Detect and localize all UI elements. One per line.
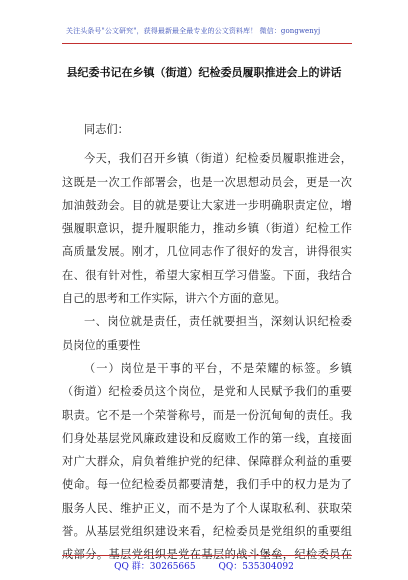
paragraph-line: 使命。每一位纪检委员都要清楚，我们手中的权力是为了 — [62, 478, 352, 492]
paragraph-line: 职责。它不是一个荣誉称号，而是一份沉甸甸的责任。我 — [62, 408, 352, 422]
paragraph-line: 今天，我们召开乡镇（街道）纪检委员履职推进会， — [84, 152, 352, 166]
paragraph-line: 们身处基层党风廉政建设和反腐败工作的第一线，直接面 — [62, 431, 352, 445]
paragraph-line: 这既是一次工作部署会，也是一次思想动员会，更是一次 — [62, 175, 352, 189]
paragraph-line: 高质量发展。刚才，几位同志作了很好的发言，讲得很实 — [62, 245, 352, 259]
section-heading-line: 一、岗位就是责任，责任就要担当，深刻认识纪检委 — [84, 315, 352, 329]
qq-label: QQ： — [218, 562, 243, 572]
paragraph-line: 服务人民、维护正义，而不是为了个人谋取私利、获取荣 — [62, 501, 352, 515]
salutation: 同志们： — [84, 123, 129, 136]
paragraph-line: （街道）纪检委员这个岗位，是党和人民赋予我们的重要 — [62, 385, 352, 399]
page-footer — [0, 559, 408, 575]
footer-contact — [0, 559, 408, 572]
paragraph-line: 在、很有针对性，希望大家相互学习借鉴。下面，我结合 — [62, 268, 352, 282]
paragraph-line: 成部分。基层党组织是党在基层的战斗堡垒，纪检委员在 — [62, 548, 352, 562]
paragraph-line: 加油鼓劲会。目的就是要让大家进一步明确职责定位，增 — [62, 198, 352, 212]
page-header — [0, 0, 408, 44]
qq-group-number: 30265665 — [149, 562, 196, 572]
qq-group-label: QQ 群： — [114, 562, 150, 572]
paragraph-line: 誉。从基层党组织建设来看，纪检委员是党组织的重要组 — [62, 525, 352, 539]
paragraph-line: （一）岗位是干事的平台，不是荣耀的标签。乡镇 — [84, 361, 352, 375]
footer-divider — [62, 555, 352, 556]
section-heading-line: 员岗位的重要性 — [62, 338, 141, 352]
qq-number: 535304092 — [242, 562, 294, 572]
header-divider — [62, 43, 352, 44]
header-notice: 关注头条号"公文研究"，获得最新最全最专业的公文资料库！ 微信：gongwenyj — [66, 27, 321, 35]
paragraph-line: 自己的思考和工作实际，讲六个方面的意见。 — [62, 292, 286, 306]
paragraph-line: 对广大群众，肩负着维护党的纪律、保障群众利益的重要 — [62, 455, 352, 469]
paragraph-line: 强履职意识，提升履职能力，推动乡镇（街道）纪检工作 — [62, 222, 352, 236]
document-title: 县纪委书记在乡镇（街道）纪检委员履职推进会上的讲话 — [66, 66, 342, 79]
document-body — [62, 118, 352, 567]
